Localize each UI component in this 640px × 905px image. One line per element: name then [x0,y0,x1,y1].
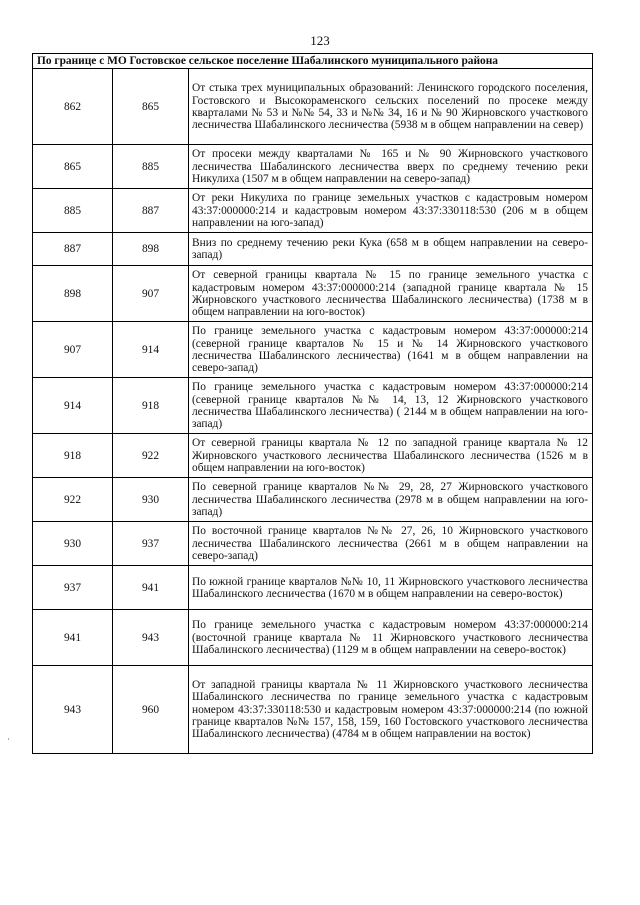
from-point-cell: 865 [33,145,113,189]
boundary-table [32,53,593,754]
table-row [33,322,593,378]
to-point-cell: 918 [113,378,189,434]
table-row [33,266,593,322]
table-row [33,145,593,189]
from-point-cell: 943 [33,666,113,754]
boundary-description-cell: По границе земельного участка с кадастровым номером 43:37:000000:214 (восточной границе квартала № 11 Жирновского участкового лесничества Шабалинского лесничества) (1129 м в общем направлении на северо-восток) [189,610,593,666]
boundary-description-cell: По южной границе кварталов №№ 10, 11 Жирновского участкового лесничества Шабалинского лесничества (1670 м в общем направлении на северо-восток) [189,566,593,610]
to-point-cell: 943 [113,610,189,666]
to-point-cell: 914 [113,322,189,378]
table-row [33,69,593,145]
from-point-cell: 887 [33,233,113,266]
boundary-description-cell: От северной границы квартала № 15 по границе земельного участка с кадастровым номером 43:37:000000:214 (западной границе квартала № 15 Жирновского участкового лесничества Шабалинского лесничества) (1738 м в общем направлении на юго-восток) [189,266,593,322]
boundary-description-cell: От западной границы квартала № 11 Жирновского участкового лесничества Шабалинского лесничества по границе земельного участка с кадастровым номером 43:37:330118:530 и кадастровым номером 43:37:000000:214 (по южной границе кварталов №№ 157, 158, 159, 160 Гостовского участкового лесничества Шабалинского лесничества) (4784 м в общем направлении на восток) [189,666,593,754]
section-header: По границе с МО Гостовское сельское поселение Шабалинского муниципального района [33,54,593,69]
table-row [33,522,593,566]
boundary-description-cell: По границе земельного участка с кадастровым номером 43:37:000000:214 (северной границе кварталов № 15 и № 14 Жирновского участкового лесничества Шабалинского лесничества) (1641 м в общем направлении на северо-запад) [189,322,593,378]
to-point-cell: 960 [113,666,189,754]
to-point-cell: 922 [113,434,189,478]
from-point-cell: 862 [33,69,113,145]
from-point-cell: 941 [33,610,113,666]
to-point-cell: 887 [113,189,189,233]
from-point-cell: 930 [33,522,113,566]
to-point-cell: 941 [113,566,189,610]
page-number: 123 [310,33,330,48]
to-point-cell: 865 [113,69,189,145]
boundary-description-cell: От северной границы квартала № 12 по западной границе квартала № 12 Жирновского участкового лесничества Шабалинского лесничества (1526 м в общем направлении на юго-восток) [189,434,593,478]
boundary-description-cell: По северной границе кварталов №№ 29, 28, 27 Жирновского участкового лесничества Шабалинского лесничества (2978 м в общем направлении на юго-запад) [189,478,593,522]
to-point-cell: 930 [113,478,189,522]
boundary-description-cell: От просеки между кварталами № 165 и № 90 Жирновского участкового лесничества Шабалинского лесничества вверх по среднему течению реки Никулиха (1507 м в общем направлении на северо-запад) [189,145,593,189]
to-point-cell: 907 [113,266,189,322]
table-row [33,478,593,522]
from-point-cell: 918 [33,434,113,478]
table-row [33,434,593,478]
to-point-cell: 885 [113,145,189,189]
margin-mark: · [7,734,10,744]
from-point-cell: 922 [33,478,113,522]
boundary-description-cell: От реки Никулиха по границе земельных участков с кадастровым номером 43:37:000000:214 и кадастровым номером 43:37:330118:530 (206 м в общем направлении на юго-запад) [189,189,593,233]
table-row [33,233,593,266]
from-point-cell: 898 [33,266,113,322]
from-point-cell: 937 [33,566,113,610]
boundary-description-cell: По восточной границе кварталов №№ 27, 26, 10 Жирновского участкового лесничества Шабалинского лесничества (2661 м в общем направлении на северо-запад) [189,522,593,566]
to-point-cell: 937 [113,522,189,566]
from-point-cell: 914 [33,378,113,434]
table-row [33,666,593,754]
boundary-description-cell: По границе земельного участка с кадастровым номером 43:37:000000:214 (северной границе кварталов №№ 14, 13, 12 Жирновского участкового лесничества Шабалинского лесничества) ( 2144 м в общем направлении на юго-запад) [189,378,593,434]
table-row [33,566,593,610]
boundary-description-cell: От стыка трех муниципальных образований: Ленинского городского поселения, Гостовского и Высокораменского сельских поселений по просеке между кварталами № 53 и №№ 54, 33 и №№ 34, 16 и № 90 Жирновского участкового лесничества Шабалинского лесничества (5938 м в общем направлении на север) [189,69,593,145]
to-point-cell: 898 [113,233,189,266]
from-point-cell: 885 [33,189,113,233]
boundary-description-cell: Вниз по среднему течению реки Кука (658 м в общем направлении на северо-запад) [189,233,593,266]
table-row [33,378,593,434]
table-row [33,610,593,666]
table-row [33,189,593,233]
section-header-row [33,54,593,69]
from-point-cell: 907 [33,322,113,378]
